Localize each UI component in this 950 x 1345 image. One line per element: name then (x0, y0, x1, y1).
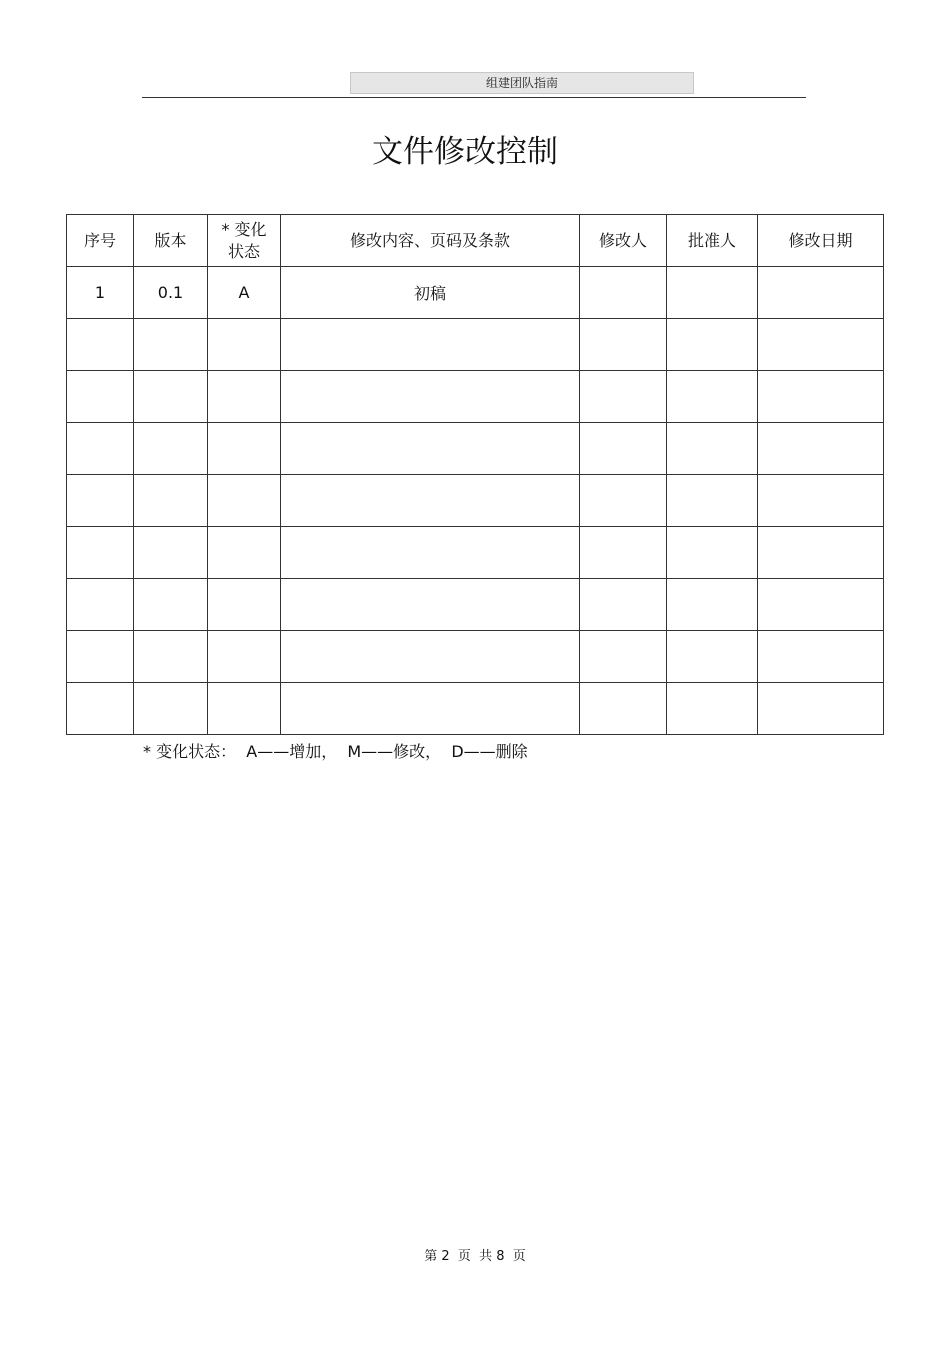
table-cell (134, 579, 208, 631)
table-row (67, 423, 884, 475)
page-title: 文件修改控制 (372, 134, 558, 170)
table-row (67, 267, 884, 319)
table-cell (667, 371, 758, 423)
table-cell (208, 683, 281, 735)
table-cell (208, 423, 281, 475)
table-row (67, 579, 884, 631)
table-cell (134, 423, 208, 475)
table-cell (134, 631, 208, 683)
revision-control-table (66, 214, 884, 735)
table-cell (580, 579, 667, 631)
table-cell (667, 631, 758, 683)
table-cell (67, 423, 134, 475)
col-header-change-status: * 变化 状态 (208, 215, 281, 267)
table-cell (281, 527, 580, 579)
table-cell (758, 423, 884, 475)
table-cell (580, 319, 667, 371)
table-cell (67, 527, 134, 579)
table-cell (134, 371, 208, 423)
col-header-date: 修改日期 (758, 215, 884, 267)
table-cell (208, 579, 281, 631)
table-cell (134, 475, 208, 527)
table-cell (580, 631, 667, 683)
table-cell: 1 (67, 267, 134, 319)
col-header-content: 修改内容、页码及条款 (281, 215, 580, 267)
table-cell (758, 683, 884, 735)
table-cell (208, 631, 281, 683)
table-cell (758, 267, 884, 319)
table-cell (758, 319, 884, 371)
table-cell (281, 631, 580, 683)
table-cell (208, 527, 281, 579)
table-cell (580, 267, 667, 319)
table-cell (281, 371, 580, 423)
table-cell (134, 319, 208, 371)
table-cell (667, 423, 758, 475)
running-header: 组建团队指南 (350, 72, 694, 94)
table-cell (134, 527, 208, 579)
table-cell (758, 527, 884, 579)
table-row (67, 631, 884, 683)
table-cell (67, 371, 134, 423)
table-cell (580, 683, 667, 735)
table-cell (667, 527, 758, 579)
table-cell (580, 475, 667, 527)
table-cell (67, 475, 134, 527)
table-cell (67, 683, 134, 735)
table-cell (580, 527, 667, 579)
table-row (67, 683, 884, 735)
col-header-approver: 批准人 (667, 215, 758, 267)
table-cell (67, 631, 134, 683)
col-header-modifier: 修改人 (580, 215, 667, 267)
table-row (67, 371, 884, 423)
table-cell (281, 319, 580, 371)
table-cell (667, 267, 758, 319)
table-cell (580, 371, 667, 423)
table-cell (667, 579, 758, 631)
table-row (67, 475, 884, 527)
table-cell (67, 579, 134, 631)
header-divider (142, 97, 806, 98)
table-cell (208, 319, 281, 371)
table-cell: 初稿 (281, 267, 580, 319)
table-cell (758, 579, 884, 631)
table-cell: 0.1 (134, 267, 208, 319)
col-header-version: 版本 (134, 215, 208, 267)
table-cell (134, 683, 208, 735)
table-cell (208, 371, 281, 423)
table-cell: A (208, 267, 281, 319)
table-cell (67, 319, 134, 371)
table-cell (758, 631, 884, 683)
table-cell (758, 475, 884, 527)
table-cell (281, 423, 580, 475)
table-header-row (67, 215, 884, 267)
table-cell (281, 475, 580, 527)
page-number: 第 2 页 共 8 页 (424, 1249, 526, 1264)
change-status-legend: * 变化状态： A——增加， M——修改， D——删除 (143, 742, 528, 761)
table-cell (758, 371, 884, 423)
table-cell (667, 475, 758, 527)
table-cell (667, 683, 758, 735)
col-header-seq: 序号 (67, 215, 134, 267)
table-cell (667, 319, 758, 371)
table-cell (281, 579, 580, 631)
table-cell (281, 683, 580, 735)
table-cell (208, 475, 281, 527)
table-row (67, 527, 884, 579)
table-row (67, 319, 884, 371)
table-cell (580, 423, 667, 475)
